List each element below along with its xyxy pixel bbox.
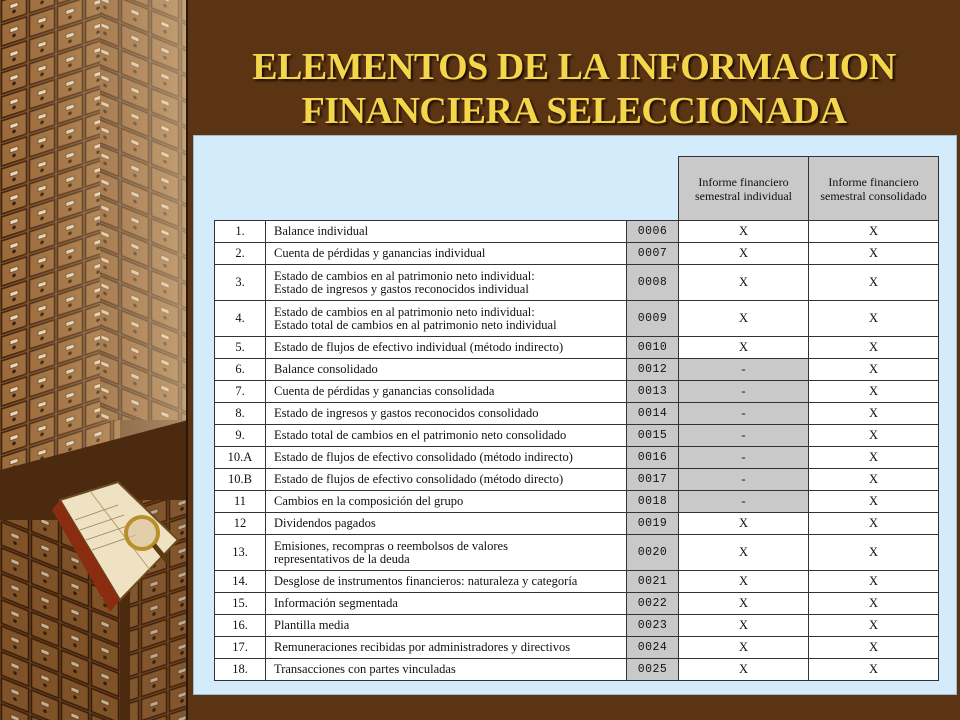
table-header-row	[215, 157, 939, 221]
row-description-line: Estado de flujos de efectivo consolidado (método directo)	[274, 472, 564, 486]
mark-consolidado: X	[809, 469, 939, 491]
card-catalog-drawers-image	[0, 0, 188, 720]
mark-individual: -	[679, 403, 809, 425]
row-description	[266, 637, 627, 659]
table-row	[215, 447, 939, 469]
decorative-photo-card-catalog	[0, 0, 188, 720]
mark-consolidado: X	[809, 243, 939, 265]
mark-individual: -	[679, 491, 809, 513]
column-header-individual: Informe financiero semestral individual	[679, 157, 809, 221]
mark-individual: -	[679, 359, 809, 381]
row-description-line: Cambios en la composición del grupo	[274, 494, 464, 508]
row-description	[266, 337, 627, 359]
row-number: 13.	[215, 535, 266, 571]
table-row	[215, 337, 939, 359]
row-number: 16.	[215, 615, 266, 637]
row-code: 0015	[627, 425, 679, 447]
row-description	[266, 301, 627, 337]
table-row	[215, 659, 939, 681]
column-header-consolidado: Informe financiero semestral consolidado	[809, 157, 939, 221]
mark-consolidado: X	[809, 491, 939, 513]
row-description-line: Estado de ingresos y gastos reconocidos consolidado	[274, 406, 539, 420]
mark-consolidado: X	[809, 571, 939, 593]
row-code: 0010	[627, 337, 679, 359]
row-code: 0014	[627, 403, 679, 425]
mark-individual: X	[679, 265, 809, 301]
table-row	[215, 491, 939, 513]
row-number: 15.	[215, 593, 266, 615]
row-code: 0012	[627, 359, 679, 381]
row-code: 0016	[627, 447, 679, 469]
row-description-line: Estado total de cambios en el patrimonio neto consolidado	[274, 428, 567, 442]
table-row	[215, 221, 939, 243]
row-code: 0009	[627, 301, 679, 337]
mark-consolidado: X	[809, 615, 939, 637]
row-description	[266, 359, 627, 381]
header-spacer	[215, 157, 679, 221]
mark-consolidado: X	[809, 301, 939, 337]
row-code: 0020	[627, 535, 679, 571]
row-number: 17.	[215, 637, 266, 659]
row-description	[266, 571, 627, 593]
row-number: 12	[215, 513, 266, 535]
mark-consolidado: X	[809, 535, 939, 571]
row-description-line: Transacciones con partes vinculadas	[274, 662, 456, 676]
row-description	[266, 535, 627, 571]
table-row	[215, 571, 939, 593]
mark-consolidado: X	[809, 513, 939, 535]
row-code: 0013	[627, 381, 679, 403]
table-row	[215, 513, 939, 535]
row-number: 6.	[215, 359, 266, 381]
table-row	[215, 381, 939, 403]
row-description-line: Remuneraciones recibidas por administradores y directivos	[274, 640, 571, 654]
row-description	[266, 221, 627, 243]
row-description-line: Cuenta de pérdidas y ganancias consolidada	[274, 384, 495, 398]
row-code: 0023	[627, 615, 679, 637]
mark-individual: X	[679, 221, 809, 243]
financial-elements-table	[214, 156, 939, 681]
row-description-line: Estado de cambios en al patrimonio neto individual:	[274, 304, 535, 319]
mark-individual: X	[679, 337, 809, 359]
row-description-line: Balance individual	[274, 224, 369, 238]
row-description-line: Plantilla media	[274, 618, 350, 632]
mark-individual: -	[679, 381, 809, 403]
mark-consolidado: X	[809, 359, 939, 381]
row-code: 0021	[627, 571, 679, 593]
mark-individual: X	[679, 513, 809, 535]
row-description-line: Información segmentada	[274, 596, 398, 610]
mark-individual: X	[679, 659, 809, 681]
row-number: 4.	[215, 301, 266, 337]
table-panel	[193, 135, 957, 695]
row-description-line: Desglose de instrumentos financieros: naturaleza y categoría	[274, 574, 578, 588]
row-number: 10.A	[215, 447, 266, 469]
mark-consolidado: X	[809, 403, 939, 425]
table-row	[215, 425, 939, 447]
mark-individual: X	[679, 243, 809, 265]
table-row	[215, 403, 939, 425]
row-description-line: Estado de ingresos y gastos reconocidos individual	[274, 281, 529, 296]
row-description	[266, 659, 627, 681]
row-number: 3.	[215, 265, 266, 301]
row-code: 0006	[627, 221, 679, 243]
row-description	[266, 615, 627, 637]
mark-consolidado: X	[809, 337, 939, 359]
row-description-line: Estado de cambios en al patrimonio neto individual:	[274, 268, 535, 283]
row-number: 11	[215, 491, 266, 513]
row-description-line: Estado de flujos de efectivo individual (método indirecto)	[274, 340, 564, 354]
mark-individual: X	[679, 571, 809, 593]
mark-consolidado: X	[809, 659, 939, 681]
row-description	[266, 265, 627, 301]
mark-consolidado: X	[809, 381, 939, 403]
row-description-line: Estado total de cambios en al patrimonio neto individual	[274, 317, 557, 332]
row-number: 7.	[215, 381, 266, 403]
row-number: 18.	[215, 659, 266, 681]
row-number: 2.	[215, 243, 266, 265]
row-description-line: Emisiones, recompras o reembolsos de valores	[274, 538, 508, 553]
table-row	[215, 615, 939, 637]
row-number: 14.	[215, 571, 266, 593]
row-description	[266, 491, 627, 513]
table-row	[215, 359, 939, 381]
table-row	[215, 243, 939, 265]
mark-consolidado: X	[809, 637, 939, 659]
row-description-line: Estado de flujos de efectivo consolidado (método indirecto)	[274, 450, 573, 464]
row-code: 0017	[627, 469, 679, 491]
row-description	[266, 381, 627, 403]
row-code: 0008	[627, 265, 679, 301]
mark-individual: X	[679, 593, 809, 615]
row-description-line: Cuenta de pérdidas y ganancias individual	[274, 246, 486, 260]
mark-individual: -	[679, 425, 809, 447]
mark-consolidado: X	[809, 265, 939, 301]
table-row	[215, 265, 939, 301]
table-row	[215, 301, 939, 337]
row-description	[266, 593, 627, 615]
mark-individual: X	[679, 637, 809, 659]
slide-title-line-2: FINANCIERA SELECCIONADA	[301, 90, 847, 133]
row-description-line: Balance consolidado	[274, 362, 378, 376]
mark-individual: X	[679, 535, 809, 571]
row-number: 9.	[215, 425, 266, 447]
row-code: 0025	[627, 659, 679, 681]
row-code: 0022	[627, 593, 679, 615]
row-code: 0019	[627, 513, 679, 535]
row-description-line: representativos de la deuda	[274, 551, 410, 566]
mark-individual: -	[679, 469, 809, 491]
table-row	[215, 637, 939, 659]
mark-consolidado: X	[809, 425, 939, 447]
row-description	[266, 403, 627, 425]
table-row	[215, 469, 939, 491]
row-description	[266, 425, 627, 447]
table-row	[215, 535, 939, 571]
table-row	[215, 593, 939, 615]
row-number: 5.	[215, 337, 266, 359]
row-description-line: Dividendos pagados	[274, 516, 376, 530]
mark-consolidado: X	[809, 447, 939, 469]
row-number: 10.B	[215, 469, 266, 491]
row-number: 8.	[215, 403, 266, 425]
slide-title	[188, 45, 960, 133]
row-description	[266, 447, 627, 469]
mark-consolidado: X	[809, 221, 939, 243]
mark-individual: -	[679, 447, 809, 469]
slide-title-line-1: ELEMENTOS DE LA INFORMACION	[252, 46, 896, 89]
row-code: 0018	[627, 491, 679, 513]
row-description	[266, 243, 627, 265]
row-description	[266, 469, 627, 491]
row-code: 0024	[627, 637, 679, 659]
row-number: 1.	[215, 221, 266, 243]
row-description	[266, 513, 627, 535]
mark-consolidado: X	[809, 593, 939, 615]
mark-individual: X	[679, 615, 809, 637]
mark-individual: X	[679, 301, 809, 337]
row-code: 0007	[627, 243, 679, 265]
